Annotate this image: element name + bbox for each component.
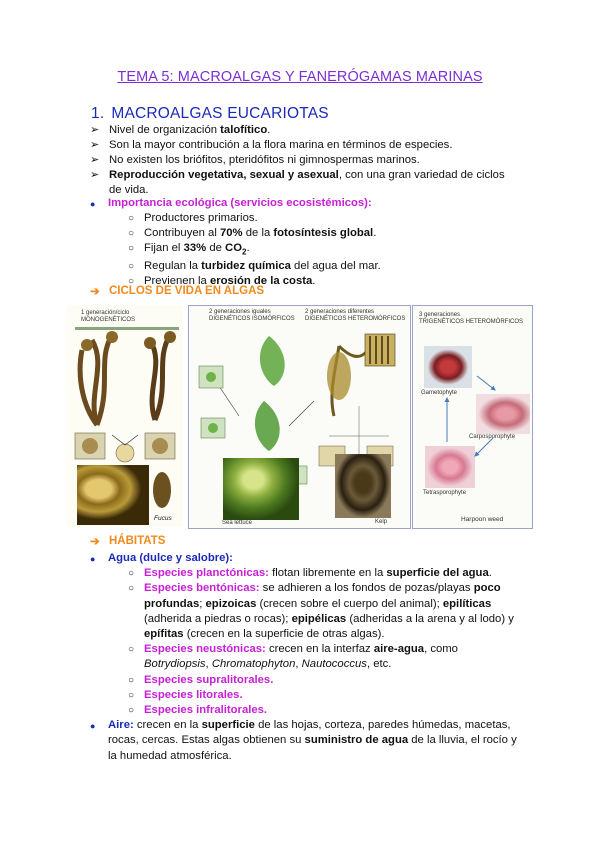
item-bold: epífitas	[144, 628, 184, 641]
habitats-title: HÁBITATS	[109, 535, 166, 547]
item-text: ,	[295, 658, 302, 671]
item-text: Fijan el	[144, 242, 184, 254]
item-label: Especies neustónicas:	[144, 643, 266, 656]
item-text: , como	[424, 643, 458, 656]
bullet-organizacion	[90, 123, 520, 138]
item-label: Especies bentónicas:	[144, 582, 260, 595]
figure-label-kelp: Kelp	[375, 519, 388, 525]
bullet-bold: talofítico	[220, 124, 268, 136]
item-text: , etc.	[366, 658, 392, 671]
item-label: Especies planctónicas:	[144, 567, 269, 580]
dot-bullet-icon: ●	[90, 721, 96, 732]
dot-bullet-icon: ●	[90, 199, 96, 209]
item-bold: suministro de agua	[304, 734, 409, 747]
bullet-list	[90, 123, 520, 198]
item-bold: epizoicas	[205, 597, 257, 610]
figure-caption: 3 generaciones TRIGENÉTICOS HETEROMÓRFICOS	[419, 312, 524, 325]
aire-title: Aire:	[108, 719, 134, 732]
item-text: de	[206, 242, 226, 254]
item-text: (crecen en la superficie de otras algas).	[183, 628, 385, 641]
item-text: Previenen la	[144, 275, 210, 288]
item-text: flotan libremente en la	[268, 567, 387, 580]
fucus-photo	[77, 465, 149, 525]
circle-bullet-icon: ○	[128, 689, 135, 701]
item-label: Especies infralitorales.	[144, 704, 268, 717]
importancia-item	[90, 226, 520, 241]
item-bentonicas	[90, 581, 522, 642]
item-bold: superficie	[201, 719, 255, 732]
figure-label: Harpoon weed	[461, 516, 504, 523]
item-text: .	[488, 567, 492, 580]
arrow-bullet-icon: ➢	[90, 139, 100, 151]
item-bold: turbidez química	[201, 260, 291, 273]
circle-bullet-icon: ○	[128, 243, 135, 254]
bullet-text: Son la mayor contribución a la flora marina en términos de especies.	[109, 139, 453, 151]
item-bold: aire-agua	[373, 643, 425, 656]
orange-arrow-icon: ➔	[90, 286, 100, 298]
cycle-arrows	[413, 306, 532, 528]
item-label: Especies supralitorales.	[144, 673, 274, 686]
circle-bullet-icon: ○	[128, 228, 135, 239]
item-text: ,	[205, 658, 212, 671]
item-infralitorales	[90, 703, 522, 718]
figure-label: Fucus	[154, 515, 172, 522]
item-text: ;	[199, 597, 206, 610]
item-bold: poco profundas	[144, 582, 501, 610]
item-text: Contribuyen al	[144, 227, 220, 239]
section-heading-macroalgas	[91, 105, 329, 123]
item-text: Regulan la	[144, 260, 202, 273]
item-text: .	[312, 275, 316, 288]
bullet-reproduccion	[90, 168, 520, 198]
circle-bullet-icon: ○	[128, 568, 135, 580]
item-label: Especies litorales.	[144, 688, 243, 701]
figure-caption-heteromorficos: 2 generaciones diferentes DIGENÉTICOS HETEROMÓRFICOS	[305, 309, 406, 322]
item-bold: epilíticas	[442, 597, 492, 610]
importancia-item	[90, 211, 520, 226]
arrow-bullet-icon: ➢	[90, 169, 100, 181]
bullet-text: No existen los briófitos, pteridófitos ni gimnospermas marinos.	[109, 154, 420, 166]
figure-digeneticos	[188, 305, 411, 529]
item-text: se adhieren a los fondos de pozas/playas	[259, 582, 474, 595]
item-bold: superficie del agua	[386, 567, 489, 580]
item-bold: 70%	[219, 227, 243, 239]
circle-bullet-icon: ○	[128, 583, 135, 595]
item-bold: fotosíntesis global	[273, 227, 374, 239]
item-text: (adheridas a la arena y al lodo) y	[346, 612, 514, 625]
sea-lettuce-photo	[223, 458, 299, 520]
habitats-heading	[90, 535, 165, 547]
circle-bullet-icon: ○	[128, 213, 135, 224]
dot-bullet-icon: ●	[90, 554, 96, 564]
aire-item	[90, 718, 522, 764]
bullet-text: Nivel de organización	[109, 124, 221, 136]
item-text: del agua del mar.	[290, 260, 381, 273]
arrow-bullet-icon: ➢	[90, 124, 100, 136]
agua-title: Agua (dulce y salobre):	[108, 552, 233, 564]
figure-caption: 1 generación/ciclo MONOGENÉTICOS	[81, 310, 136, 323]
orange-arrow-icon: ➔	[90, 536, 100, 548]
circle-bullet-icon: ○	[128, 644, 135, 656]
item-litorales	[90, 688, 522, 703]
bullet-bold: Reproducción vegetativa, sexual y asexual	[109, 169, 339, 181]
item-italic: Nautococcus	[301, 658, 367, 671]
bullet-briofitos	[90, 153, 520, 168]
circle-bullet-icon: ○	[128, 261, 135, 273]
item-subscript: 2	[241, 247, 247, 257]
habitats-list	[90, 551, 522, 764]
figure-monogeneticos	[67, 305, 183, 527]
item-text: (adherida a piedras o rocas);	[144, 612, 292, 625]
item-text: de la lluvia, el rocío y la humedad atmosférica.	[108, 734, 517, 762]
figure-caption-isomorficos: 2 generaciones iguales DIGENÉTICOS ISOMÓRFICOS	[209, 309, 295, 322]
ciclos-title: CICLOS DE VIDA EN ALGAS	[109, 285, 265, 297]
ciclos-heading	[90, 285, 264, 297]
section-number: 1.	[91, 105, 105, 122]
figure-trigeneticos	[412, 305, 533, 529]
circle-bullet-icon: ○	[128, 705, 135, 717]
arrow-bullet-icon: ➢	[90, 154, 100, 166]
item-text: de las hojas, corteza, paredes húmedas, macetas, rocas, cercas. Estas algas obtienen su	[108, 719, 511, 747]
item-neustonicas	[90, 642, 522, 672]
page-title: TEMA 5: MACROALGAS Y FANERÓGAMAS MARINAS	[117, 69, 483, 85]
importancia-list	[90, 196, 520, 289]
item-text: crecen en la	[133, 719, 202, 732]
item-bold: 33%	[183, 242, 207, 254]
item-text: .	[246, 242, 250, 254]
item-italic: Chromatophyton	[211, 658, 296, 671]
bullet-text: .	[267, 124, 271, 136]
tetrasporophyte-label: Tetrasporophyte	[423, 490, 467, 496]
kelp-photo	[335, 454, 391, 518]
item-supralitorales	[90, 673, 522, 688]
bullet-text: , con una gran variedad de ciclos de vida.	[109, 169, 505, 196]
agua-heading	[90, 551, 522, 566]
item-text: Productores primarios.	[144, 212, 258, 224]
section-title: MACROALGAS EUCARIOTAS	[111, 105, 329, 122]
carposporophyte-label: Carposporophyte	[469, 434, 516, 440]
circle-bullet-icon: ○	[128, 276, 135, 288]
item-text: .	[373, 227, 377, 239]
importancia-heading	[90, 196, 520, 211]
bullet-contribucion	[90, 138, 520, 153]
item-text: crecen en la interfaz	[265, 643, 374, 656]
item-bold: epipélicas	[291, 612, 347, 625]
circle-bullet-icon: ○	[128, 674, 135, 686]
importancia-item	[90, 241, 520, 259]
item-bold: erosión de la costa	[209, 275, 313, 288]
gametophyte-label: Gametophyte	[421, 390, 458, 396]
item-bold: CO	[225, 242, 242, 254]
importancia-title: Importancia ecológica (servicios ecosistémicos):	[108, 197, 372, 209]
figure-label-sea-lettuce: Sea lettuce	[222, 520, 253, 526]
item-text: de la	[242, 227, 274, 239]
item-text: (crecen sobre el cuerpo del animal);	[256, 597, 443, 610]
importancia-item	[90, 259, 520, 274]
item-italic: Botrydiopsis	[144, 658, 206, 671]
item-planctonicas	[90, 566, 522, 581]
